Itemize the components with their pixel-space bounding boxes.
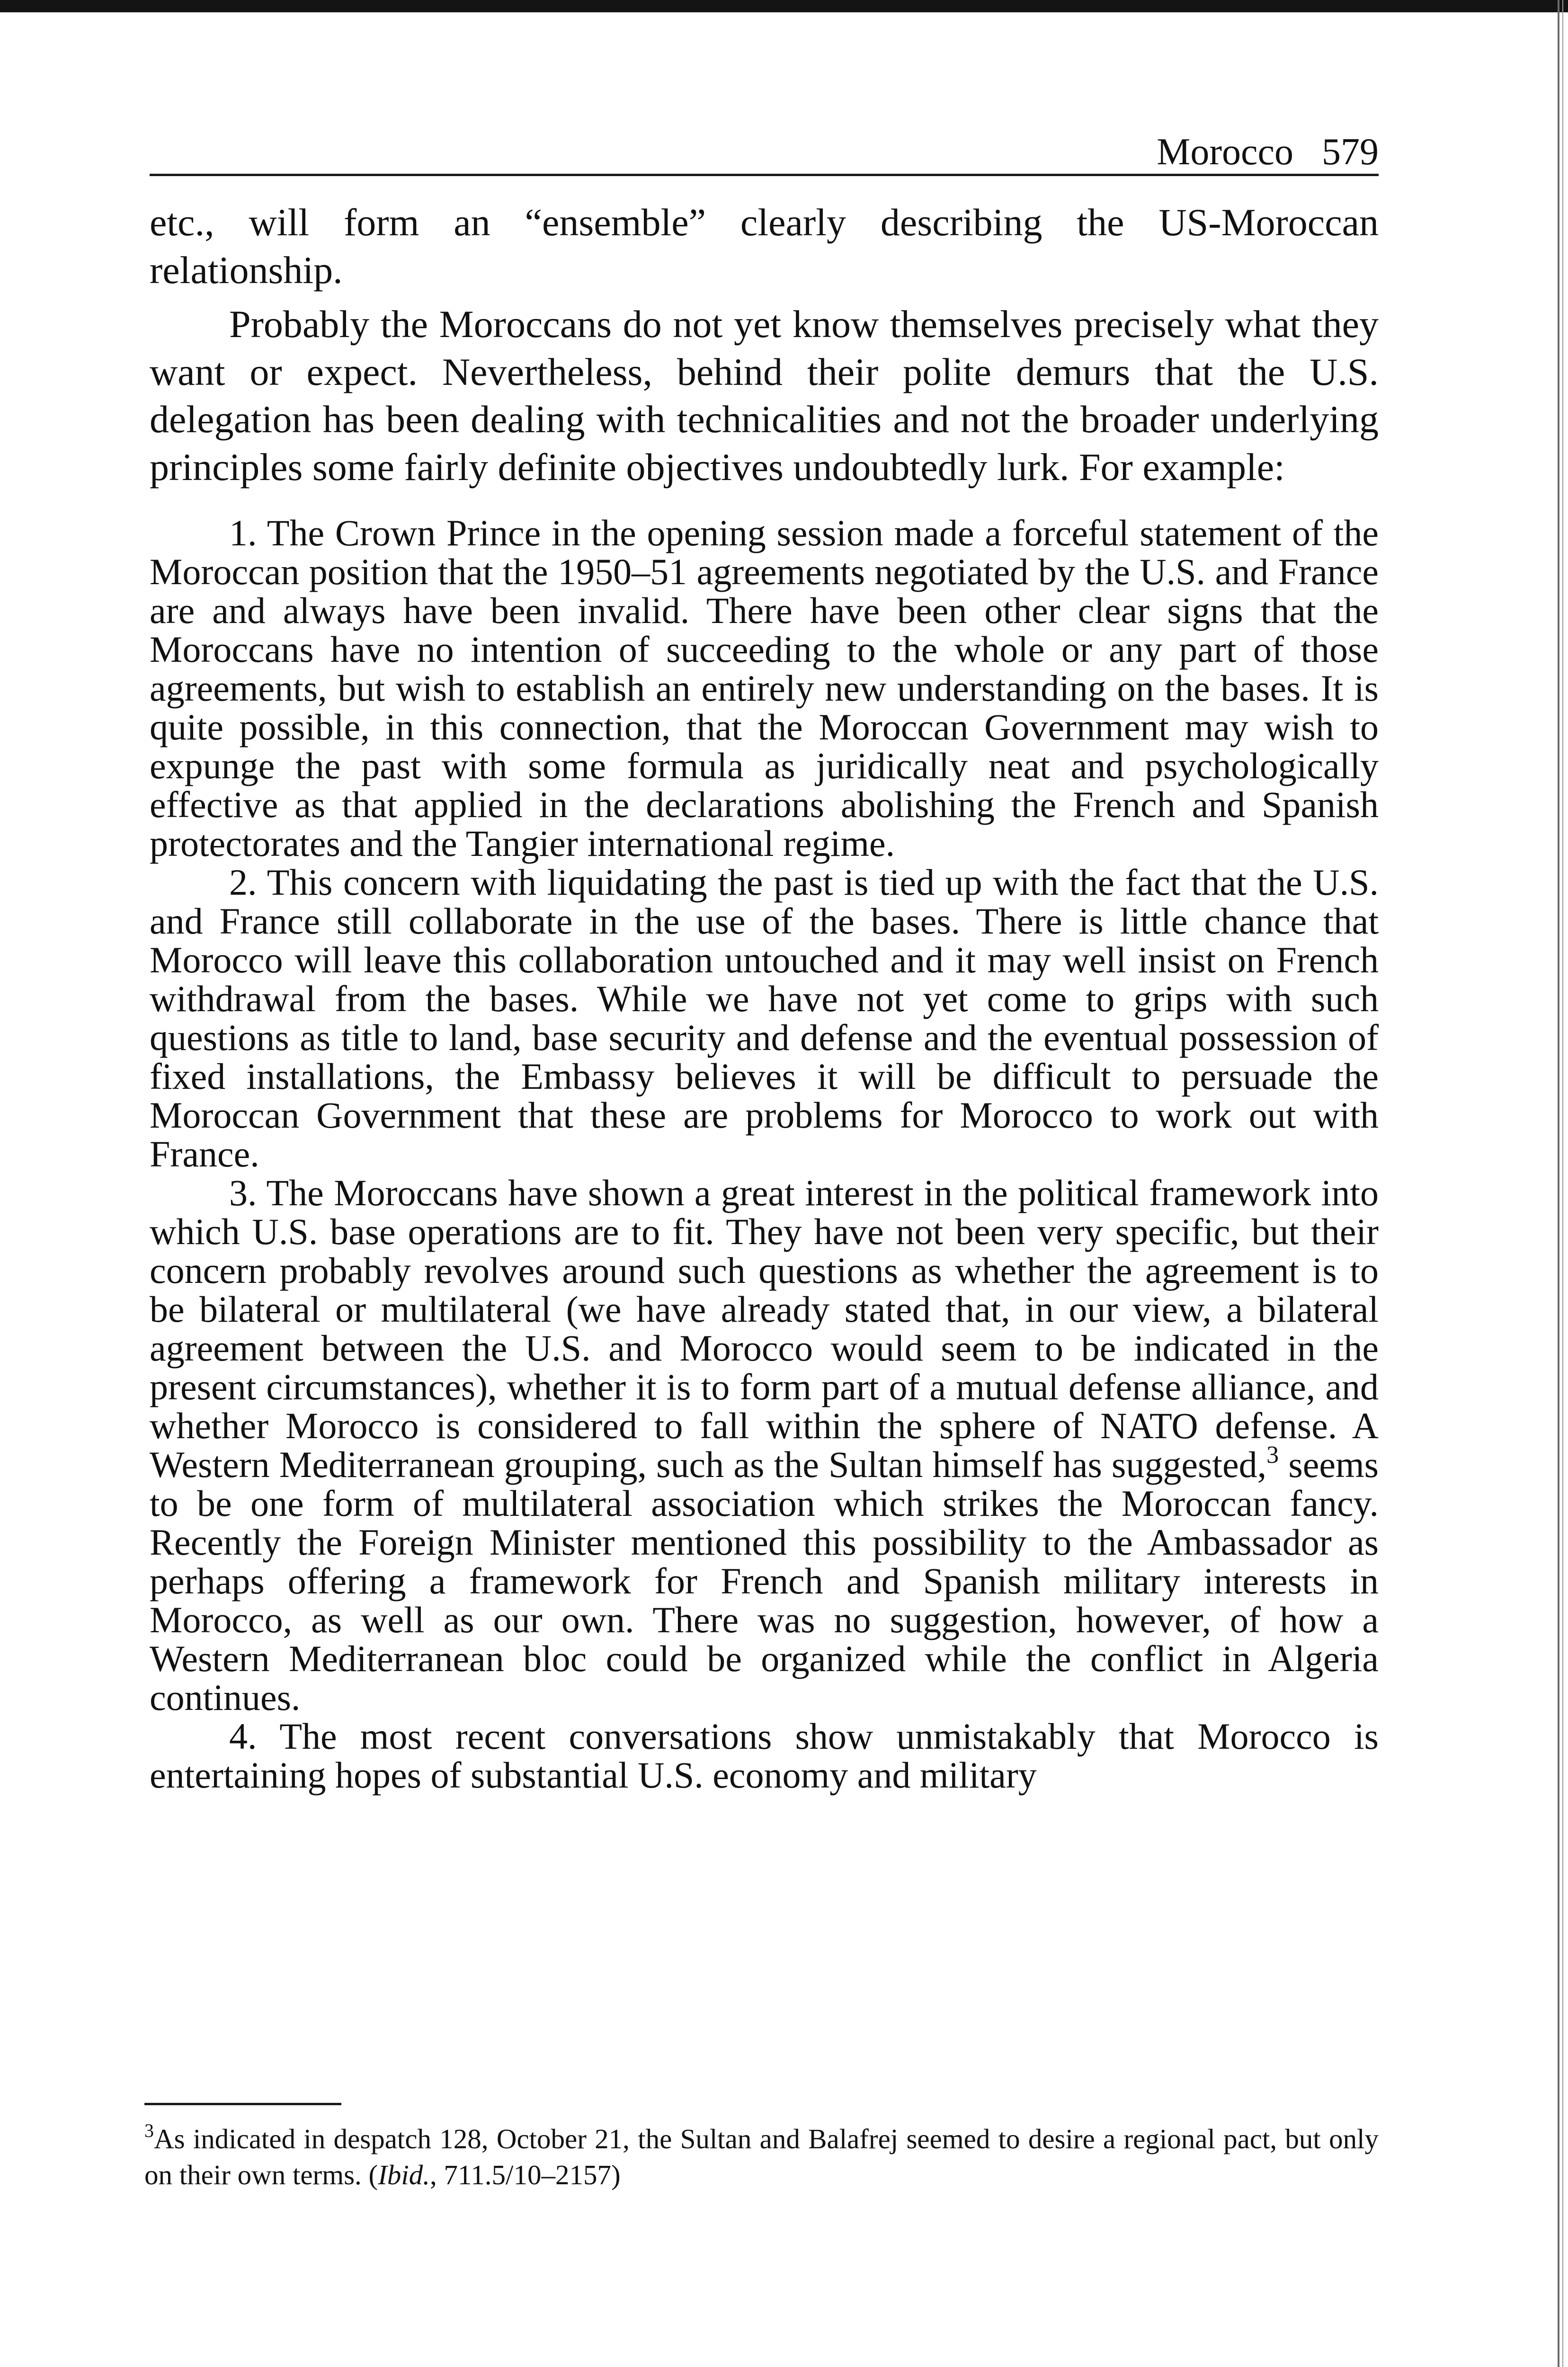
scan-right-edge-inner <box>1562 0 1563 2367</box>
footnote-ibid: Ibid. <box>378 2159 430 2190</box>
scan-right-edge <box>1558 0 1559 2367</box>
list-item-2: 2. This concern with liquidating the past is tied up with the fact that the U.S. and France still collaborate in the use of the bases. There is little chance that Morocco will leave this collaboration untouched and it may well insist on French withdrawal from the bases. While we have not yet come to grips with such questions as title to land, base security and defense and the eventual possession of fixed installations, the Embassy believes it will be difficult to persuade the Moroccan Government that these are problems for Morocco to work out with France. <box>150 862 1379 1175</box>
footnote-tail: , 711.5/10–2157) <box>430 2159 621 2190</box>
footnote-reference: 3 <box>1266 1442 1279 1468</box>
running-head-text <box>1157 133 1379 171</box>
paragraph-objectives: Probably the Moroccans do not yet know themselves precisely what they want or expect. Nevertheless, behind their polite demurs that the U.S. delegation has been dealing with technicalities and not the broader underlying principles some fairly definite objectives undoubtedly lurk. For example: <box>150 303 1379 489</box>
list-item-1: 1. The Crown Prince in the opening session made a forceful statement of the Moroccan position that the 1950–51 agreements negotiated by the U.S. and France are and always have been invalid. There have been other clear signs that the Moroccans have no intention of succeeding to the whole or any part of those agreements, but wish to establish an entirely new understanding on the bases. It is quite possible, in this connection, that the Moroccan Government may wish to expunge the past with some formula as juridically neat and psychologically effective as that applied in the declarations abolishing the French and Spanish protectorates and the Tangier international regime. <box>150 512 1379 864</box>
footnote-mark: 3 <box>144 2120 154 2141</box>
body-text <box>150 199 1379 1795</box>
footnote-text: As indicated in despatch 128, October 21, the Sultan and Balafrej seemed to desire a regional pact, but only on their own terms. ( <box>144 2123 1379 2190</box>
paragraph-continued: etc., will form an “ensemble” clearly describing the US-Moroccan relationship. <box>150 201 1379 292</box>
footnote-rule <box>144 2103 341 2105</box>
page-number: 579 <box>1322 131 1379 173</box>
list-item-3-text-a: 3. The Moroccans have shown a great interest in the political framework into which U.S. base operations are to fit. They have not been very specific, but their concern probably revolves around such questions as whether the agreement is to be bilateral or multilateral (we have already stated that, in our view, a bilateral agreement between the U.S. and Morocco would seem to be indicated in the present circumstances), whether it is to form part of a mutual defense alliance, and whether Morocco is considered to fall within the sphere of NATO defense. A Western Mediterranean grouping, such as the Sultan himself has suggested, <box>150 1172 1379 1485</box>
list-item-3 <box>150 1174 1379 1717</box>
footnote <box>144 2121 1379 2193</box>
running-head <box>150 127 1379 176</box>
scan-top-border <box>0 0 1568 12</box>
list-item-3-text-b: seems to be one form of multilateral association which strikes the Moroccan fancy. Recently the Foreign Minister mentioned this possibility to the Ambassador as perhaps offering a framework for French and Spanish military interests in Morocco, as well as our own. There was no suggestion, however, of how a Western Mediterranean bloc could be organized while the conflict in Algeria continues. <box>150 1444 1379 1718</box>
running-head-section: Morocco <box>1157 131 1293 173</box>
list-item-4: 4. The most recent conversations show unmistakably that Morocco is entertaining hopes of substantial U.S. economy and military <box>150 1716 1379 1796</box>
